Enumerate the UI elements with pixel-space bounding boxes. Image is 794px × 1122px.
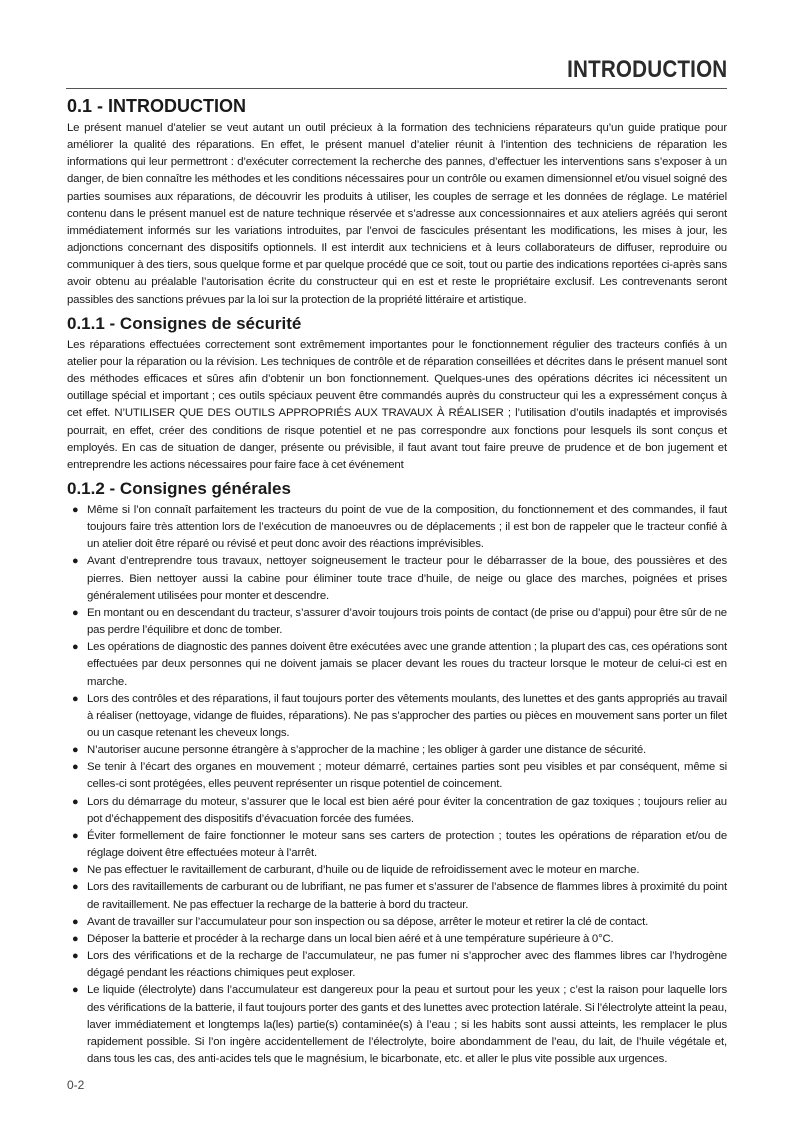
list-item-text: Éviter formellement de faire fonctionner le moteur sans ses carters de protection ; toutes les opérations de réparation et/ou de réglage doivent être effectuées moteur à l’arrêt. bbox=[87, 829, 727, 860]
list-item-text: Le liquide (électrolyte) dans l’accumulateur est dangereux pour la peau et surtout pour les yeux ; c’est la raison pour laquelle lors des vérifications de la batterie, il faut toujours porter des gants et des lunettes avec protection latérale. Si l’électrolyte atteint la peau, laver immédiatement et longtemps la(les) partie(s) contaminée(s) à l’eau ; si les habits sont aussi atteints, les remplacer le plus rapidement possible. Si l’on ingère accidentellement de l’électrolyte, boire abondamment de l’eau, du lait, de l’huile végétale et, dans tous les cas, des anti-acides tels que le magnésium, le bicarbonate, etc. et aller le plus vite possible aux urgences. bbox=[87, 984, 727, 1065]
list-item bbox=[67, 862, 727, 879]
page-header-title: INTRODUCTION bbox=[566, 56, 727, 83]
list-item bbox=[67, 639, 727, 690]
list-item-text: Lors des vérifications et de la recharge de l’accumulateur, ne pas fumer ni s’approcher avec des flammes libres car l’hydrogène dégagé pendant les réactions chimiques peut exploser. bbox=[87, 950, 727, 980]
bullet-icon: ● bbox=[72, 641, 79, 654]
bullet-icon: ● bbox=[72, 950, 79, 963]
list-item bbox=[67, 553, 727, 604]
page-number: 0-2 bbox=[67, 1078, 85, 1092]
list-item bbox=[67, 759, 727, 793]
bullet-icon: ● bbox=[72, 761, 79, 774]
list-item-text: Se tenir à l’écart des organes en mouvement ; moteur démarré, certaines parties sont peu visibles et par conséquent, même si celles-ci sont protégées, elles peuvent représenter un risque potentiel de coincement. bbox=[87, 761, 727, 791]
list-item bbox=[67, 948, 727, 982]
list-item bbox=[67, 502, 727, 553]
bullet-icon: ● bbox=[72, 795, 79, 808]
bullet-icon: ● bbox=[72, 864, 79, 877]
bullet-icon: ● bbox=[72, 744, 79, 757]
list-item-text: Lors du démarrage du moteur, s’assurer que le local est bien aéré pour éviter la concentration de gaz toxiques ; toujours relier au pot d’échappement des dispositifs d’évacuation forcée des fumées. bbox=[87, 795, 727, 825]
list-item-text: Ne pas effectuer le ravitaillement de carburant, d’huile ou de liquide de refroidissement avec le moteur en marche. bbox=[87, 864, 640, 877]
bullet-icon: ● bbox=[72, 555, 79, 568]
section-01-paragraph: Le présent manuel d’atelier se veut autant un outil précieux à la formation des techniciens réparateurs qu’un guide pratique pour améliorer la qualité des réparations. En effet, le présent manuel d’atelier réunit à l’intention des techniciens de réparation les informations qui leur permettront : d’exécuter correctement la recherche des pannes, d’effectuer les interventions sans s’exposer à un danger, de bien connaître les méthodes et les conditions nécessaires pour un contrôle ou examen dimensionnel et/ou visuel soigné des parties soumises aux réparations, de découvrir les produits à utiliser, les couples de serrage et les données de réglage. Le matériel contenu dans le présent manuel est de nature technique réservée et s’adresse aux concessionnaires et aux ateliers agréés qui seront immédiatement informés sur les variations introduites, par l’envoi de fascicules présentant les modifications, les mises à jour, les adjonctions concernant des dispositifs optionnels. Il est interdit aux techniciens et à leurs collaborateurs de diffuser, reproduire ou communiquer à des tiers, sous quelque forme et par quelque procédé que ce soit, tout ou partie des indications reportées ci-après sans avoir obtenu au préalable l’autorisation écrite du constructeur qui en est et reste le propriétaire exclusif. Les contrevenants seront passibles des sanctions prévues par la loi sur la protection de la propriété littéraire et artistique. bbox=[67, 122, 727, 306]
list-item bbox=[67, 691, 727, 742]
bullet-icon: ● bbox=[72, 606, 79, 619]
main-content bbox=[67, 94, 727, 1068]
list-item-text: N’autoriser aucune personne étrangère à s’approcher de la machine ; les obliger à garder une distance de sécurité. bbox=[87, 744, 647, 757]
safety-bullet-list bbox=[67, 502, 727, 1068]
section-01-heading: 0.1 - INTRODUCTION bbox=[67, 96, 247, 116]
list-item-text: Lors des contrôles et des réparations, il faut toujours porter des vêtements moulants, des lunettes et des gants appropriés au travail à réaliser (nettoyage, vidange de fluides, réparations). Ne pas s’approcher des parties ou pièces en mouvement sans porter un filet ou un casque retenant les cheveux longs. bbox=[87, 692, 727, 739]
section-012-heading: 0.1.2 - Consignes générales bbox=[67, 478, 291, 498]
list-item-text: En montant ou en descendant du tracteur, s’assurer d’avoir toujours trois points de contact (de prise ou d’appui) pour être sûr de ne pas perdre l’équilibre et donc de tomber. bbox=[87, 606, 727, 637]
list-item bbox=[67, 982, 727, 1068]
list-item bbox=[67, 742, 727, 759]
list-item-text: Déposer la batterie et procéder à la recharge dans un local bien aéré et à une température supérieure à 0°C. bbox=[87, 932, 614, 945]
list-item bbox=[67, 794, 727, 828]
list-item bbox=[67, 879, 727, 913]
bullet-icon: ● bbox=[72, 692, 79, 705]
list-item bbox=[67, 914, 727, 931]
list-item bbox=[67, 828, 727, 862]
list-item bbox=[67, 605, 727, 639]
bullet-icon: ● bbox=[72, 932, 79, 945]
bullet-icon: ● bbox=[72, 915, 79, 928]
list-item-text: Même si l’on connaît parfaitement les tracteurs du point de vue de la composition, du fonctionnement et des commandes, il faut toujours faire très attention lors de l’exécution de manoeuvres ou de déplacements ; il est bon de rappeler que le tracteur confié à un atelier doit être réparé ou révisé et peut donc avoir des réactions imprévisibles. bbox=[87, 503, 727, 551]
header-divider bbox=[66, 88, 727, 89]
list-item bbox=[67, 931, 727, 948]
bullet-icon: ● bbox=[72, 984, 79, 997]
list-item-text: Les opérations de diagnostic des pannes doivent être exécutées avec une grande attention ; la plupart des cas, ces opérations sont effectuées par deux personnes qui ne doivent jamais se placer devant les roues du tracteur lorsque le moteur de celui-ci est en marche. bbox=[87, 641, 727, 688]
section-011-paragraph: Les réparations effectuées correctement sont extrêmement importantes pour le fonctionnement régulier des tracteurs confiés à un atelier pour la réparation ou la révision. Les techniques de contrôle et de réparation conseillées et décrites dans le présent manuel sont des méthodes efficaces et sûres afin d’obtenir un bon fonctionnement. Quelques-unes des opérations décrites ici nécessitent un outillage spécial et important ; ces outils spéciaux peuvent être commandés auprès du constructeur qui les a expressément conçus à cet effet. N’UTILISER QUE DES OUTILS APPROPRIÉS AUX TRAVAUX À RÉALISER ; l’utilisation d’outils inadaptés et improvisés pourrait, en effet, créer des conditions de risque potentiel et ne pas correspondre aux fonctions pour lesquels ils sont conçus et employés. En cas de situation de danger, présente ou prévisible, il faut avant tout faire preuve de prudence et de bon jugement et entreprendre les actions nécessaires pour faire face à cet événement bbox=[67, 338, 727, 471]
bullet-icon: ● bbox=[72, 829, 79, 842]
list-item-text: Avant de travailler sur l’accumulateur pour son inspection ou sa dépose, arrêter le moteur et retirer la clé de contact. bbox=[87, 915, 649, 928]
list-item-text: Avant d’entreprendre tous travaux, nettoyer soigneusement le tracteur pour le débarrasser de la boue, des poussières et des pierres. Bien nettoyer aussi la cabine pour éliminer toute trace d’huile, de neige ou glace des marches, poignées et prises généralement utilisées pour monter et descendre. bbox=[87, 555, 727, 602]
bullet-icon: ● bbox=[72, 881, 79, 894]
bullet-icon: ● bbox=[72, 503, 79, 516]
section-011-heading: 0.1.1 - Consignes de sécurité bbox=[67, 313, 302, 333]
list-item-text: Lors des ravitaillements de carburant ou de lubrifiant, ne pas fumer et s’assurer de l’absence de flammes libres à proximité du point de ravitaillement. Ne pas effectuer la recharge de la batterie à bord du tracteur. bbox=[87, 881, 727, 911]
